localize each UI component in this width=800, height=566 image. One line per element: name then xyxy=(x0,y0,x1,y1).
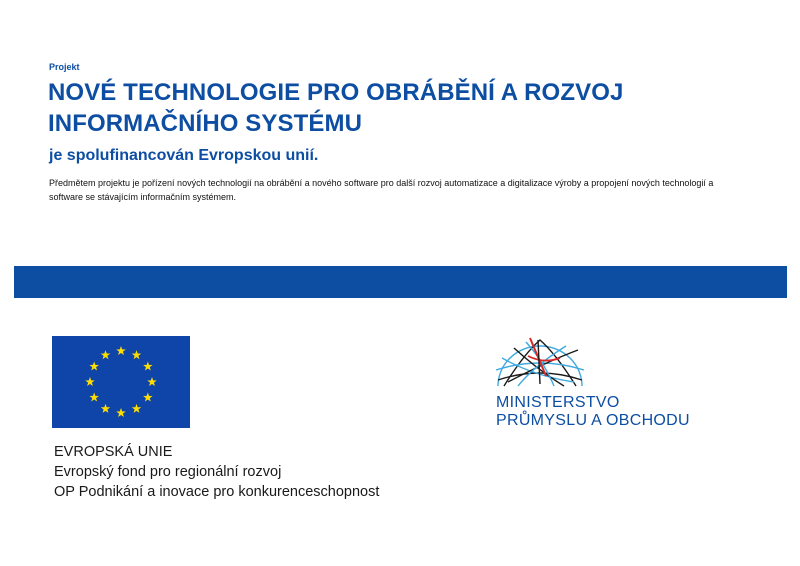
project-description: Předmětem projektu je pořízení nových technologií na obrábění a nového software pro další rozvoj automatizace a digitalizace výroby a propojení nových technologií a software se stávajícím informačním systémem. xyxy=(49,178,714,202)
ministry-name-line2: PRŮMYSLU A OBCHODU xyxy=(496,412,690,429)
eu-name: EVROPSKÁ UNIE xyxy=(54,444,173,460)
blue-divider-bar xyxy=(14,266,787,298)
eu-fund-name: Evropský fond pro regionální rozvoj xyxy=(54,464,282,480)
eu-programme-name: OP Podnikání a inovace pro konkurenceschopnost xyxy=(54,484,380,500)
project-label: Projekt xyxy=(49,62,80,72)
project-title: NOVÉ TECHNOLOGIE PRO OBRÁBĚNÍ A ROZVOJ INFORMAČNÍHO SYSTÉMU xyxy=(48,79,624,137)
eu-flag-icon xyxy=(52,336,190,428)
eu-funding-text xyxy=(54,442,379,502)
ministry-name xyxy=(496,394,690,430)
mpo-globe-emblem-icon xyxy=(494,336,586,388)
ministry-name-line1: MINISTERSTVO xyxy=(496,394,620,411)
cofinancing-statement: je spolufinancován Evropskou unií. xyxy=(49,147,319,164)
